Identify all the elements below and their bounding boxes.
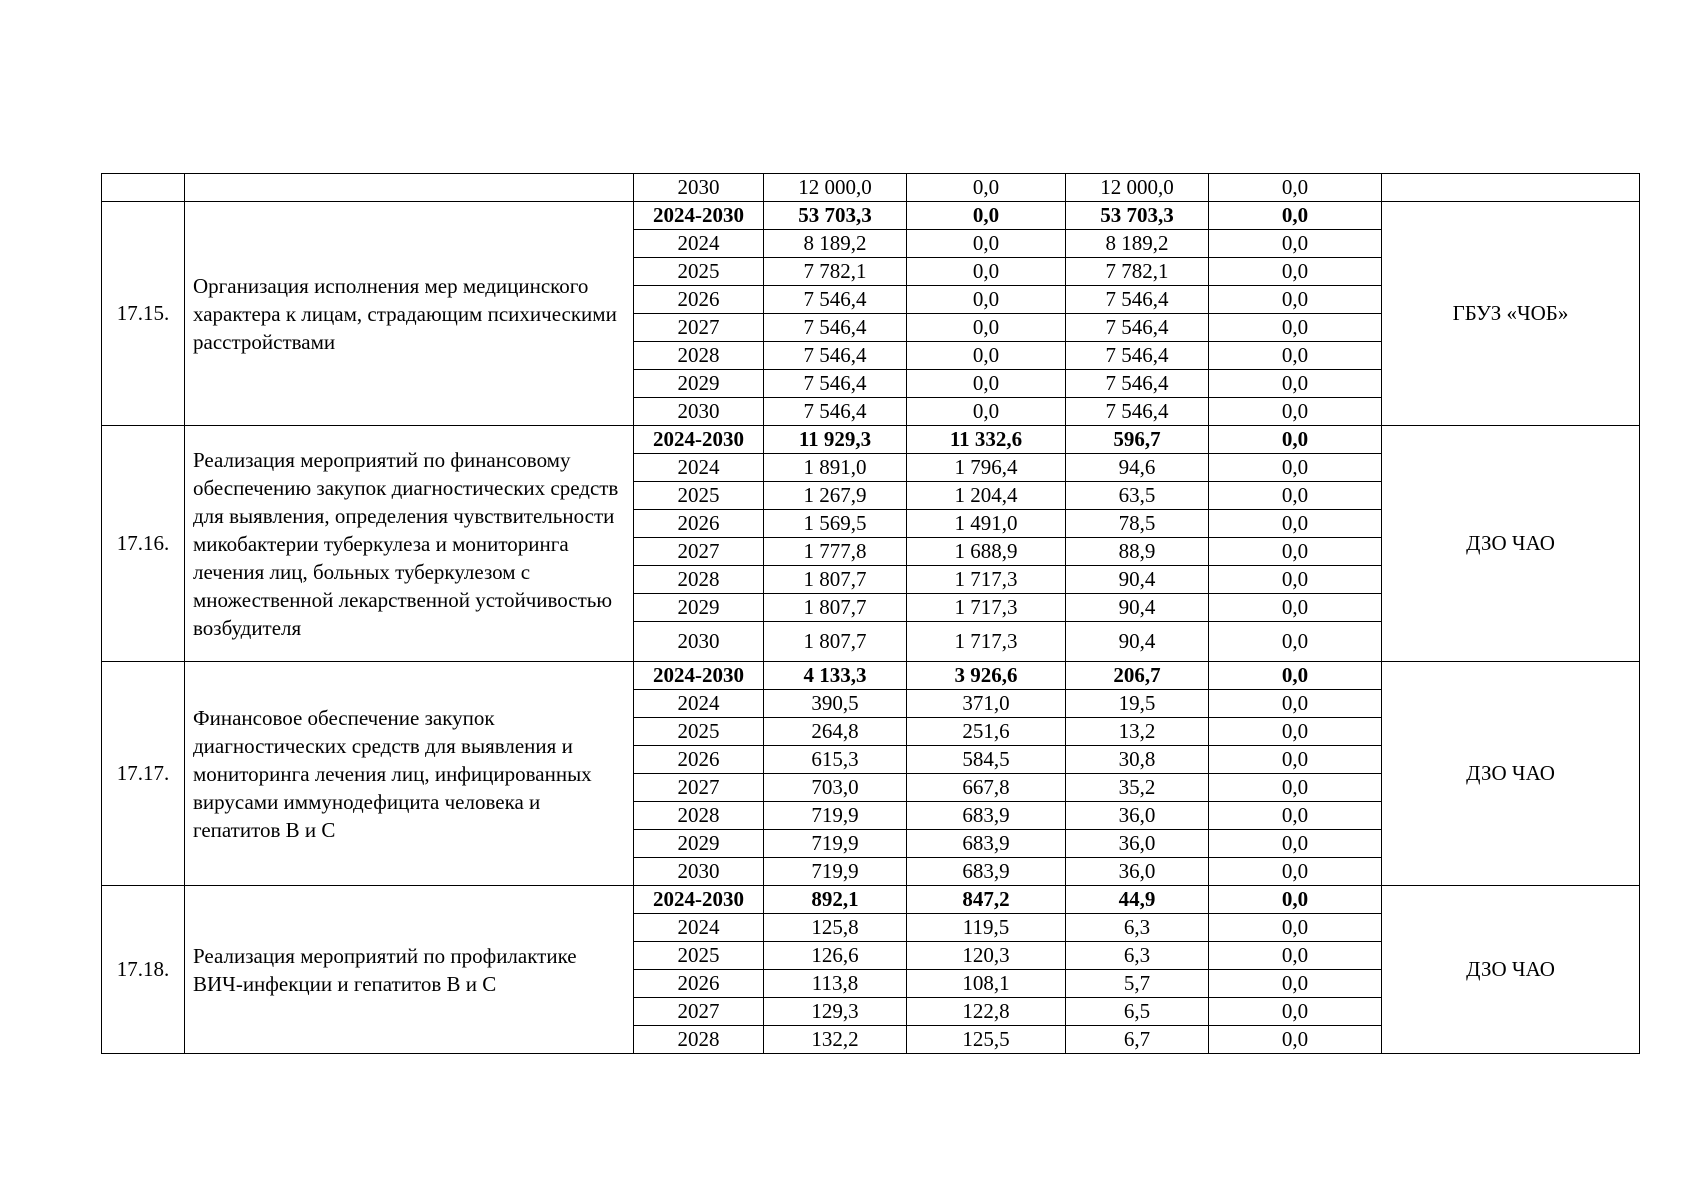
total-cell: 7 782,1 [764, 258, 907, 286]
regional-budget-cell: 44,9 [1066, 886, 1209, 914]
federal-budget-cell: 3 926,6 [907, 662, 1066, 690]
federal-budget-cell: 0,0 [907, 174, 1066, 202]
total-cell: 7 546,4 [764, 398, 907, 426]
regional-budget-cell: 78,5 [1066, 510, 1209, 538]
total-cell: 1 569,5 [764, 510, 907, 538]
regional-budget-cell: 7 546,4 [1066, 370, 1209, 398]
total-cell: 1 891,0 [764, 454, 907, 482]
federal-budget-cell: 1 688,9 [907, 538, 1066, 566]
federal-budget-cell: 120,3 [907, 942, 1066, 970]
other-sources-cell: 0,0 [1209, 594, 1382, 622]
other-sources-cell: 0,0 [1209, 662, 1382, 690]
year-cell: 2027 [634, 314, 764, 342]
federal-budget-cell: 122,8 [907, 998, 1066, 1026]
regional-budget-cell: 63,5 [1066, 482, 1209, 510]
total-cell: 4 133,3 [764, 662, 907, 690]
year-cell: 2029 [634, 594, 764, 622]
regional-budget-cell: 5,7 [1066, 970, 1209, 998]
year-cell: 2027 [634, 998, 764, 1026]
other-sources-cell: 0,0 [1209, 286, 1382, 314]
federal-budget-cell: 371,0 [907, 690, 1066, 718]
table-row [102, 202, 1640, 230]
federal-budget-cell: 667,8 [907, 774, 1066, 802]
other-sources-cell: 0,0 [1209, 426, 1382, 454]
year-cell: 2025 [634, 258, 764, 286]
regional-budget-cell: 35,2 [1066, 774, 1209, 802]
federal-budget-cell: 1 717,3 [907, 594, 1066, 622]
item-number-cell: 17.16. [102, 426, 185, 662]
year-cell: 2028 [634, 342, 764, 370]
other-sources-cell: 0,0 [1209, 174, 1382, 202]
regional-budget-cell: 90,4 [1066, 622, 1209, 662]
federal-budget-cell: 0,0 [907, 342, 1066, 370]
other-sources-cell: 0,0 [1209, 802, 1382, 830]
other-sources-cell: 0,0 [1209, 774, 1382, 802]
total-cell: 12 000,0 [764, 174, 907, 202]
other-sources-cell: 0,0 [1209, 886, 1382, 914]
item-number-cell: 17.18. [102, 886, 185, 1054]
other-sources-cell: 0,0 [1209, 1026, 1382, 1054]
total-cell: 1 807,7 [764, 566, 907, 594]
federal-budget-cell: 0,0 [907, 230, 1066, 258]
federal-budget-cell: 0,0 [907, 258, 1066, 286]
total-cell: 129,3 [764, 998, 907, 1026]
federal-budget-cell: 0,0 [907, 202, 1066, 230]
total-cell: 125,8 [764, 914, 907, 942]
regional-budget-cell: 206,7 [1066, 662, 1209, 690]
other-sources-cell: 0,0 [1209, 482, 1382, 510]
total-cell: 719,9 [764, 830, 907, 858]
table-row [102, 886, 1640, 914]
regional-budget-cell: 7 546,4 [1066, 314, 1209, 342]
federal-budget-cell: 125,5 [907, 1026, 1066, 1054]
federal-budget-cell: 584,5 [907, 746, 1066, 774]
other-sources-cell: 0,0 [1209, 566, 1382, 594]
total-cell: 8 189,2 [764, 230, 907, 258]
federal-budget-cell: 0,0 [907, 286, 1066, 314]
other-sources-cell: 0,0 [1209, 258, 1382, 286]
year-cell: 2025 [634, 482, 764, 510]
total-cell: 1 267,9 [764, 482, 907, 510]
federal-budget-cell: 1 491,0 [907, 510, 1066, 538]
other-sources-cell: 0,0 [1209, 914, 1382, 942]
federal-budget-cell: 1 717,3 [907, 622, 1066, 662]
year-cell: 2026 [634, 746, 764, 774]
table-row [102, 174, 1640, 202]
responsible-cell: ГБУЗ «ЧОБ» [1382, 202, 1640, 426]
item-name-cell: Организация исполнения мер медицинского характера к лицам, страдающим психическими расстройствами [185, 202, 634, 426]
year-cell: 2027 [634, 774, 764, 802]
federal-budget-cell: 0,0 [907, 398, 1066, 426]
total-cell: 1 777,8 [764, 538, 907, 566]
item-number-cell: 17.15. [102, 202, 185, 426]
year-cell: 2026 [634, 286, 764, 314]
regional-budget-cell: 88,9 [1066, 538, 1209, 566]
regional-budget-cell: 7 546,4 [1066, 398, 1209, 426]
regional-budget-cell: 596,7 [1066, 426, 1209, 454]
total-cell: 11 929,3 [764, 426, 907, 454]
federal-budget-cell: 683,9 [907, 858, 1066, 886]
total-cell: 264,8 [764, 718, 907, 746]
year-cell: 2024-2030 [634, 886, 764, 914]
year-cell: 2024-2030 [634, 662, 764, 690]
federal-budget-cell: 1 717,3 [907, 566, 1066, 594]
total-cell: 7 546,4 [764, 286, 907, 314]
item-name-cell: Реализация мероприятий по финансовому обеспечению закупок диагностических средств для выявления, определения чувствительности микобактерии туберкулеза и мониторинга лечения лиц, больных туберкулезом с множественной лекарственной устойчивостью возбудителя [185, 426, 634, 662]
other-sources-cell: 0,0 [1209, 622, 1382, 662]
year-cell: 2028 [634, 802, 764, 830]
year-cell: 2024 [634, 914, 764, 942]
total-cell: 113,8 [764, 970, 907, 998]
total-cell: 126,6 [764, 942, 907, 970]
year-cell: 2030 [634, 398, 764, 426]
total-cell: 719,9 [764, 802, 907, 830]
total-cell: 1 807,7 [764, 594, 907, 622]
year-cell: 2026 [634, 510, 764, 538]
total-cell: 615,3 [764, 746, 907, 774]
other-sources-cell: 0,0 [1209, 690, 1382, 718]
regional-budget-cell: 6,3 [1066, 942, 1209, 970]
regional-budget-cell: 90,4 [1066, 566, 1209, 594]
regional-budget-cell: 12 000,0 [1066, 174, 1209, 202]
regional-budget-cell: 6,3 [1066, 914, 1209, 942]
item-number-cell [102, 174, 185, 202]
responsible-cell: ДЗО ЧАО [1382, 886, 1640, 1054]
regional-budget-cell: 30,8 [1066, 746, 1209, 774]
year-cell: 2029 [634, 830, 764, 858]
regional-budget-cell: 19,5 [1066, 690, 1209, 718]
other-sources-cell: 0,0 [1209, 454, 1382, 482]
other-sources-cell: 0,0 [1209, 314, 1382, 342]
item-name-cell [185, 174, 634, 202]
regional-budget-cell: 36,0 [1066, 858, 1209, 886]
table-row [102, 426, 1640, 454]
item-name-cell: Финансовое обеспечение закупок диагностических средств для выявления и мониторинга лечения лиц, инфицированных вирусами иммунодефицита человека и гепатитов B и C [185, 662, 634, 886]
federal-budget-cell: 11 332,6 [907, 426, 1066, 454]
regional-budget-cell: 94,6 [1066, 454, 1209, 482]
item-name-cell: Реализация мероприятий по профилактике ВИЧ-инфекции и гепатитов B и C [185, 886, 634, 1054]
federal-budget-cell: 119,5 [907, 914, 1066, 942]
federal-budget-cell: 847,2 [907, 886, 1066, 914]
item-number-cell: 17.17. [102, 662, 185, 886]
year-cell: 2030 [634, 858, 764, 886]
other-sources-cell: 0,0 [1209, 538, 1382, 566]
total-cell: 1 807,7 [764, 622, 907, 662]
federal-budget-cell: 1 796,4 [907, 454, 1066, 482]
responsible-cell: ДЗО ЧАО [1382, 426, 1640, 662]
year-cell: 2025 [634, 942, 764, 970]
budget-table [101, 173, 1640, 1054]
other-sources-cell: 0,0 [1209, 510, 1382, 538]
other-sources-cell: 0,0 [1209, 746, 1382, 774]
other-sources-cell: 0,0 [1209, 970, 1382, 998]
federal-budget-cell: 0,0 [907, 314, 1066, 342]
other-sources-cell: 0,0 [1209, 858, 1382, 886]
other-sources-cell: 0,0 [1209, 230, 1382, 258]
other-sources-cell: 0,0 [1209, 398, 1382, 426]
total-cell: 892,1 [764, 886, 907, 914]
regional-budget-cell: 90,4 [1066, 594, 1209, 622]
table-row [102, 662, 1640, 690]
regional-budget-cell: 8 189,2 [1066, 230, 1209, 258]
federal-budget-cell: 108,1 [907, 970, 1066, 998]
federal-budget-cell: 0,0 [907, 370, 1066, 398]
federal-budget-cell: 683,9 [907, 830, 1066, 858]
year-cell: 2025 [634, 718, 764, 746]
year-cell: 2027 [634, 538, 764, 566]
federal-budget-cell: 683,9 [907, 802, 1066, 830]
year-cell: 2028 [634, 566, 764, 594]
total-cell: 390,5 [764, 690, 907, 718]
total-cell: 7 546,4 [764, 314, 907, 342]
responsible-cell: ДЗО ЧАО [1382, 662, 1640, 886]
regional-budget-cell: 36,0 [1066, 802, 1209, 830]
regional-budget-cell: 6,5 [1066, 998, 1209, 1026]
other-sources-cell: 0,0 [1209, 202, 1382, 230]
federal-budget-cell: 1 204,4 [907, 482, 1066, 510]
year-cell: 2024 [634, 690, 764, 718]
regional-budget-cell: 36,0 [1066, 830, 1209, 858]
total-cell: 7 546,4 [764, 370, 907, 398]
year-cell: 2030 [634, 622, 764, 662]
regional-budget-cell: 6,7 [1066, 1026, 1209, 1054]
year-cell: 2024-2030 [634, 426, 764, 454]
total-cell: 719,9 [764, 858, 907, 886]
total-cell: 7 546,4 [764, 342, 907, 370]
year-cell: 2028 [634, 1026, 764, 1054]
other-sources-cell: 0,0 [1209, 370, 1382, 398]
other-sources-cell: 0,0 [1209, 830, 1382, 858]
year-cell: 2024-2030 [634, 202, 764, 230]
year-cell: 2024 [634, 230, 764, 258]
regional-budget-cell: 13,2 [1066, 718, 1209, 746]
other-sources-cell: 0,0 [1209, 942, 1382, 970]
regional-budget-cell: 7 782,1 [1066, 258, 1209, 286]
year-cell: 2024 [634, 454, 764, 482]
year-cell: 2029 [634, 370, 764, 398]
total-cell: 53 703,3 [764, 202, 907, 230]
other-sources-cell: 0,0 [1209, 718, 1382, 746]
year-cell: 2026 [634, 970, 764, 998]
year-cell: 2030 [634, 174, 764, 202]
responsible-cell [1382, 174, 1640, 202]
total-cell: 132,2 [764, 1026, 907, 1054]
regional-budget-cell: 7 546,4 [1066, 342, 1209, 370]
federal-budget-cell: 251,6 [907, 718, 1066, 746]
other-sources-cell: 0,0 [1209, 998, 1382, 1026]
total-cell: 703,0 [764, 774, 907, 802]
regional-budget-cell: 7 546,4 [1066, 286, 1209, 314]
other-sources-cell: 0,0 [1209, 342, 1382, 370]
regional-budget-cell: 53 703,3 [1066, 202, 1209, 230]
